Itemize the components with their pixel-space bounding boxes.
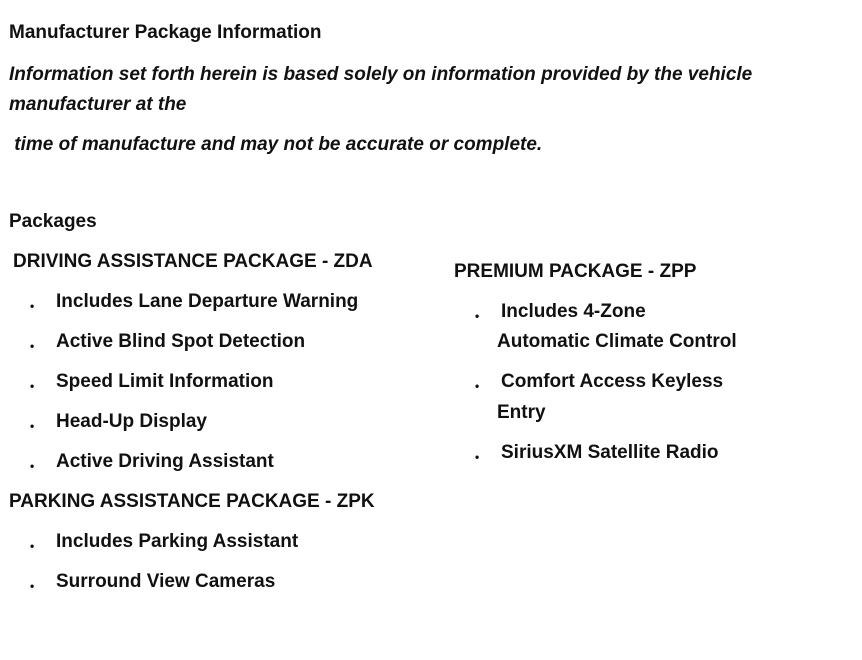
bullet-icon: •	[475, 309, 480, 323]
package-title-driving-assistance: DRIVING ASSISTANCE PACKAGE - ZDA	[13, 251, 373, 272]
list-item: Surround View Cameras	[56, 571, 276, 592]
bullet-icon: •	[30, 459, 35, 473]
list-item: Includes Lane Departure Warning	[56, 291, 359, 312]
list-item: Comfort Access Keyless	[501, 371, 724, 392]
list-item: Includes 4-Zone	[501, 301, 646, 322]
list-item: Head-Up Display	[56, 411, 207, 432]
bullet-icon: •	[30, 339, 35, 353]
package-title-premium: PREMIUM PACKAGE - ZPP	[454, 261, 697, 282]
bullet-icon: •	[30, 419, 35, 433]
list-item: Active Blind Spot Detection	[56, 331, 306, 352]
disclaimer-line-3: time of manufacture and may not be accurate or complete.	[9, 134, 543, 155]
package-title-parking-assistance: PARKING ASSISTANCE PACKAGE - ZPK	[9, 491, 375, 512]
bullet-icon: •	[30, 379, 35, 393]
list-item-continued: Automatic Climate Control	[497, 331, 737, 352]
bullet-icon: •	[30, 299, 35, 313]
list-item: Active Driving Assistant	[56, 451, 274, 472]
bullet-icon: •	[30, 539, 35, 553]
list-item-continued: Entry	[497, 402, 546, 423]
bullet-icon: •	[475, 379, 480, 393]
disclaimer-line-1: Information set forth herein is based solely on information provided by the vehicle	[9, 64, 753, 85]
list-item: SiriusXM Satellite Radio	[501, 442, 719, 463]
list-item: Speed Limit Information	[56, 371, 274, 392]
bullet-icon: •	[30, 579, 35, 593]
list-item: Includes Parking Assistant	[56, 531, 299, 552]
disclaimer-line-2: manufacturer at the	[9, 94, 187, 115]
disclaimer-text	[9, 60, 752, 120]
bullet-icon: •	[475, 450, 480, 464]
page-title: Manufacturer Package Information	[9, 22, 322, 43]
packages-heading: Packages	[9, 211, 97, 232]
